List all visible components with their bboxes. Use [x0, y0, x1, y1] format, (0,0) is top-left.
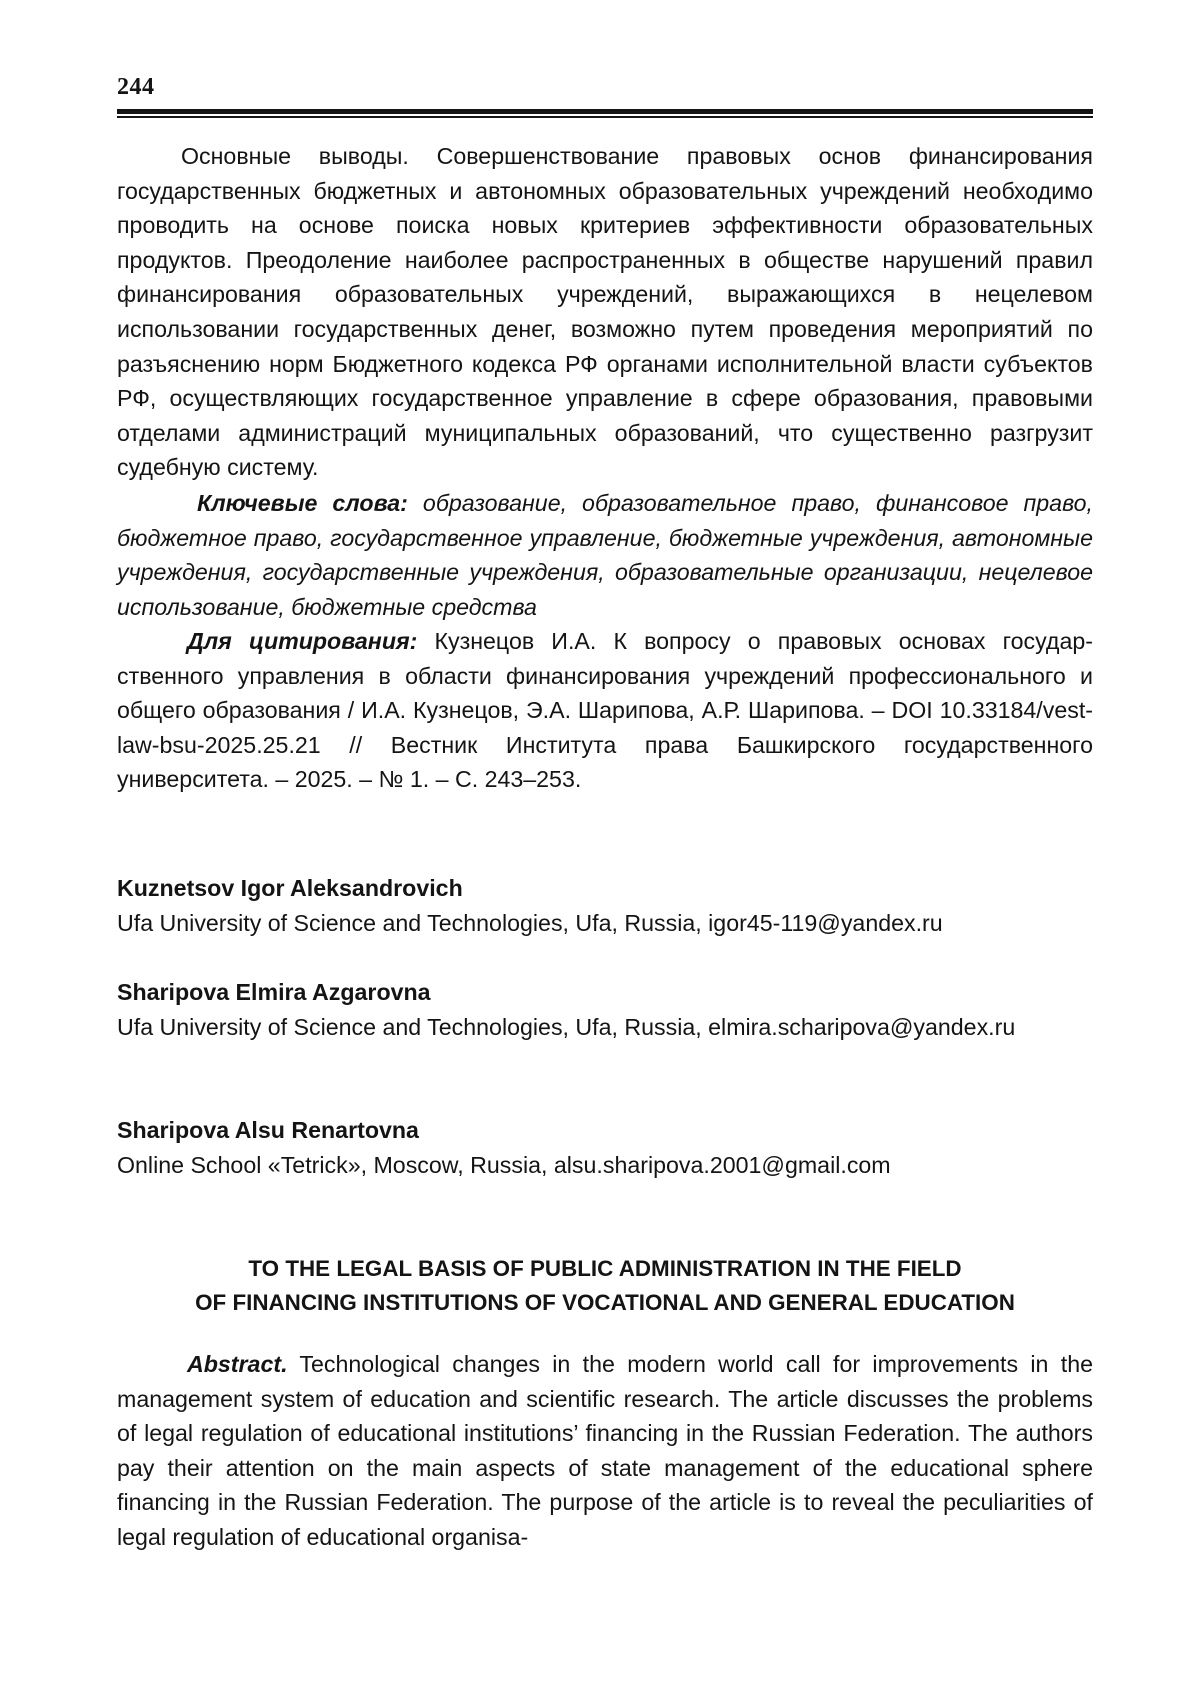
author-block	[117, 1113, 1093, 1182]
author-block	[117, 871, 1093, 940]
title-line: TO THE LEGAL BASIS OF PUBLIC ADMINISTRATION IN THE FIELD	[248, 1256, 962, 1281]
abstract-text: Technological changes in the modern world call for improvements in the management system of education and scientific research. The article discusses the problems of legal regulation of educational institutions’ financing in the Russian Federation. The authors pay their attention on the main aspects of state management of the educational sphere financing in the Russian Federation. The purpose of the article is to reveal the peculiarities of legal regulation of educational organisa-	[117, 1351, 1093, 1550]
conclusion-paragraph: Основные выводы. Совершенствование правовых основ финансирования государственных бюджетных и автономных образовательных учреждений необходимо проводить на основе поиска новых критериев эффективности образовательных продуктов. Преодоление наиболее распространенных в обществе нарушений правил финансирования образовательных учреждений, выражающихся в нецелевом использовании государственных денег, возможно путем проведения мероприятий по разъяснению норм Бюджетного кодекса РФ органами исполнительной власти субъектов РФ, осуществляющих государственное управление в сфере образования, правовыми отделами администраций муниципальных образований, что существенно разгрузит судебную систему.	[117, 143, 1093, 481]
header-rule-thin	[117, 116, 1093, 118]
author-affiliation: Ufa University of Science and Technologies, Ufa, Russia, elmira.scharipova@yandex.ru	[117, 1013, 1016, 1040]
author-affiliation: Online School «Tetrick», Moscow, Russia, alsu.sharipova.2001@gmail.com	[117, 1151, 891, 1178]
citation-paragraph	[117, 624, 1093, 797]
citation-text: Кузнецов И.А. К вопросу о правовых основах государственного управления в области финансирования учреждений профессионального и общего образования / И.А. Кузнецов, Э.А. Шарипова, А.Р. Шарипова. – DOI 10.33184/vest-law-bsu-2025.25.21 // Вестник Института права Башкирского государственного университета. – 2025. – № 1. – С. 243–253.	[117, 628, 1093, 793]
title-line: OF FINANCING INSTITUTIONS OF VOCATIONAL AND GENERAL EDUCATION	[195, 1290, 1015, 1315]
article-title-english	[117, 1252, 1093, 1320]
keywords-label: Ключевые слова:	[197, 490, 408, 516]
keywords-paragraph	[117, 486, 1093, 624]
author-block	[117, 975, 1093, 1044]
page-number: 244	[117, 74, 155, 100]
abstract-paragraph	[117, 1347, 1093, 1555]
author-name: Sharipova Alsu Renartovna	[117, 1117, 419, 1143]
header-rule-thick	[117, 109, 1093, 114]
citation-label: Для цитирования:	[187, 628, 418, 654]
author-name: Kuznetsov Igor Aleksandrovich	[117, 875, 463, 901]
abstract-label: Abstract.	[187, 1351, 288, 1377]
author-name: Sharipova Elmira Azgarovna	[117, 979, 431, 1005]
keywords-text: образование, образовательное право, финансовое право, бюджетное право, государственное управление, бюджетные учреждения, автономные учреждения, государственные учреждения, образовательные организации, нецелевое использование, бюджетные средства	[117, 490, 1093, 620]
author-affiliation: Ufa University of Science and Technologies, Ufa, Russia, igor45-119@yandex.ru	[117, 909, 943, 936]
